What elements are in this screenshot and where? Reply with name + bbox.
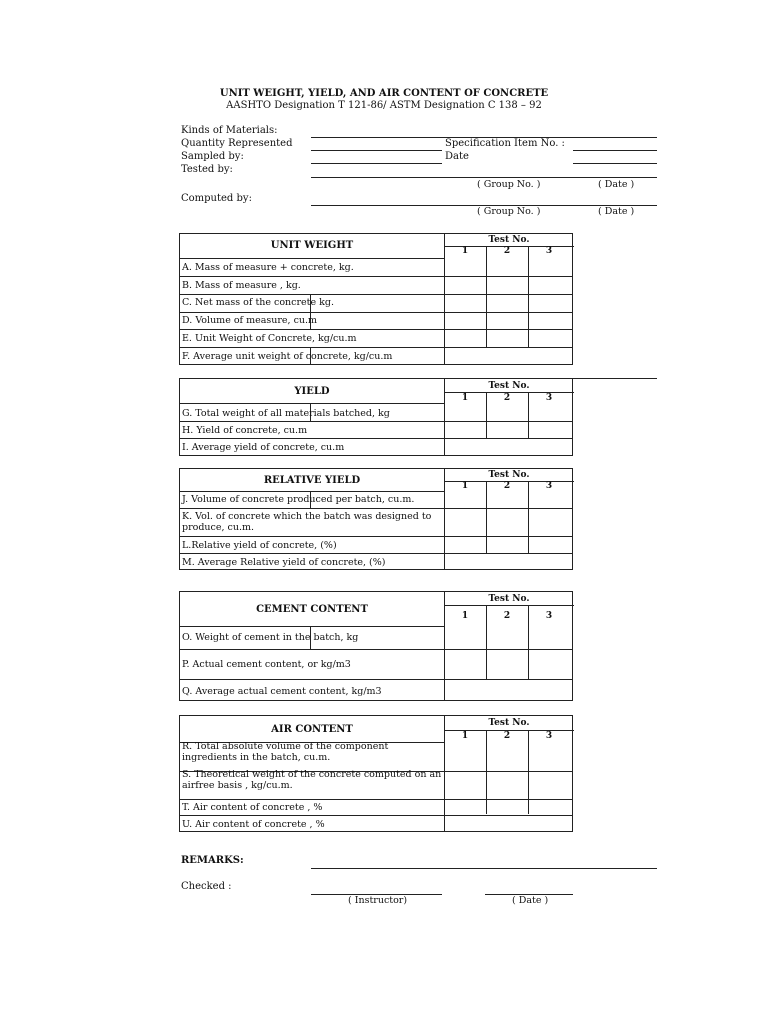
test-no-2: 2 <box>503 481 511 491</box>
form-title: UNIT WEIGHT, YIELD, AND AIR CONTENT OF CONCRETE <box>219 88 549 99</box>
air-content-table <box>179 715 573 832</box>
test-no-label: Test No. <box>488 594 530 604</box>
row-i-label: I. Average yield of concrete, cu.m <box>182 442 345 453</box>
date-label: Date <box>445 151 469 162</box>
spec-item-no-label: Specification Item No. : <box>445 138 565 149</box>
group-no-label-1: ( Group No. ) <box>477 179 541 190</box>
tested-by-label: Tested by: <box>181 164 233 175</box>
cement-content-table <box>179 591 573 701</box>
date-label-1: ( Date ) <box>598 179 635 190</box>
row-m-label: M. Average Relative yield of concrete, (%) <box>182 557 386 568</box>
checked-date-label: ( Date ) <box>512 895 549 906</box>
spec-item-no-field[interactable] <box>573 150 657 151</box>
row-q-label: Q. Average actual cement content, kg/m3 <box>182 686 382 697</box>
row-r-label: R. Total absolute volume of the component ingredients in the batch, cu.m. <box>182 741 389 763</box>
test-no-3: 3 <box>545 246 553 256</box>
test-no-3: 3 <box>545 481 553 491</box>
relative-yield-title: RELATIVE YIELD <box>263 475 361 486</box>
row-o-label: O. Weight of cement in the batch, kg <box>182 632 359 643</box>
row-l-label: L.Relative yield of concrete, (%) <box>182 540 337 551</box>
cement-content-header <box>180 592 444 627</box>
remarks-field[interactable] <box>311 868 657 869</box>
row-p-label: P. Actual cement content, or kg/m3 <box>182 659 351 670</box>
air-content-title: AIR CONTENT <box>271 724 353 735</box>
instructor-label: ( Instructor) <box>348 895 408 906</box>
test-no-1: 1 <box>461 246 469 256</box>
yield-top-rule <box>573 378 657 379</box>
row-s-label: S. Theoretical weight of the concrete computed on an airfree basis , kg/cu.m. <box>182 769 442 791</box>
computed-by-label: Computed by: <box>181 193 252 204</box>
row-k-label: K. Vol. of concrete which the batch was designed to produce, cu.m. <box>182 511 432 533</box>
remarks-label: REMARKS: <box>181 855 244 866</box>
sampled-by-field[interactable] <box>311 163 442 164</box>
kinds-of-materials-label: Kinds of Materials: <box>181 125 278 136</box>
date-field[interactable] <box>573 163 657 164</box>
sampled-by-label: Sampled by: <box>181 151 244 162</box>
test-no-1: 1 <box>461 393 469 403</box>
test-no-label: Test No. <box>488 381 530 391</box>
air-content-header <box>180 716 444 743</box>
test-no-label: Test No. <box>488 470 530 480</box>
row-b-label: B. Mass of measure , kg. <box>182 280 301 291</box>
test-no-2: 2 <box>503 393 511 403</box>
quantity-represented-label: Quantity Represented <box>181 138 293 149</box>
test-no-1: 1 <box>461 731 469 741</box>
quantity-represented-field[interactable] <box>311 150 442 151</box>
row-u-label: U. Air content of concrete , % <box>182 819 325 830</box>
relative-yield-header <box>180 469 444 492</box>
yield-table <box>179 378 573 456</box>
row-t-label: T. Air content of concrete , % <box>182 802 323 813</box>
form-subtitle: AASHTO Designation T 121-86/ ASTM Designation C 138 – 92 <box>226 100 542 111</box>
test-no-label: Test No. <box>488 235 530 245</box>
row-a-label: A. Mass of measure + concrete, kg. <box>182 262 354 273</box>
test-no-label: Test No. <box>488 718 530 728</box>
row-g-label: G. Total weight of all materials batched, kg <box>182 408 390 419</box>
group-no-label-2: ( Group No. ) <box>477 206 541 217</box>
unit-weight-table <box>179 233 573 365</box>
test-no-3: 3 <box>545 393 553 403</box>
test-no-1: 1 <box>461 481 469 491</box>
tested-by-field[interactable] <box>311 177 657 178</box>
row-d-label: D. Volume of measure, cu.m <box>182 315 318 326</box>
row-h-label: H. Yield of concrete, cu.m <box>182 425 308 436</box>
date-label-2: ( Date ) <box>598 206 635 217</box>
unit-weight-header <box>180 234 444 259</box>
row-f-label: F. Average unit weight of concrete, kg/cu.m <box>182 351 393 362</box>
checked-label: Checked : <box>181 881 232 892</box>
test-no-1: 1 <box>461 611 469 621</box>
yield-header <box>180 379 444 404</box>
row-j-label: J. Volume of concrete produced per batch, cu.m. <box>182 494 415 505</box>
test-no-3: 3 <box>545 611 553 621</box>
row-e-label: E. Unit Weight of Concrete, kg/cu.m <box>182 333 357 344</box>
relative-yield-table <box>179 468 573 570</box>
test-no-3: 3 <box>545 731 553 741</box>
test-no-2: 2 <box>503 611 511 621</box>
cement-content-title: CEMENT CONTENT <box>256 604 368 615</box>
unit-weight-title: UNIT WEIGHT <box>270 240 354 251</box>
kinds-of-materials-field[interactable] <box>311 137 657 138</box>
test-no-2: 2 <box>503 731 511 741</box>
row-c-label: C. Net mass of the concrete kg. <box>182 297 334 308</box>
test-no-2: 2 <box>503 246 511 256</box>
yield-title: YIELD <box>294 386 330 397</box>
